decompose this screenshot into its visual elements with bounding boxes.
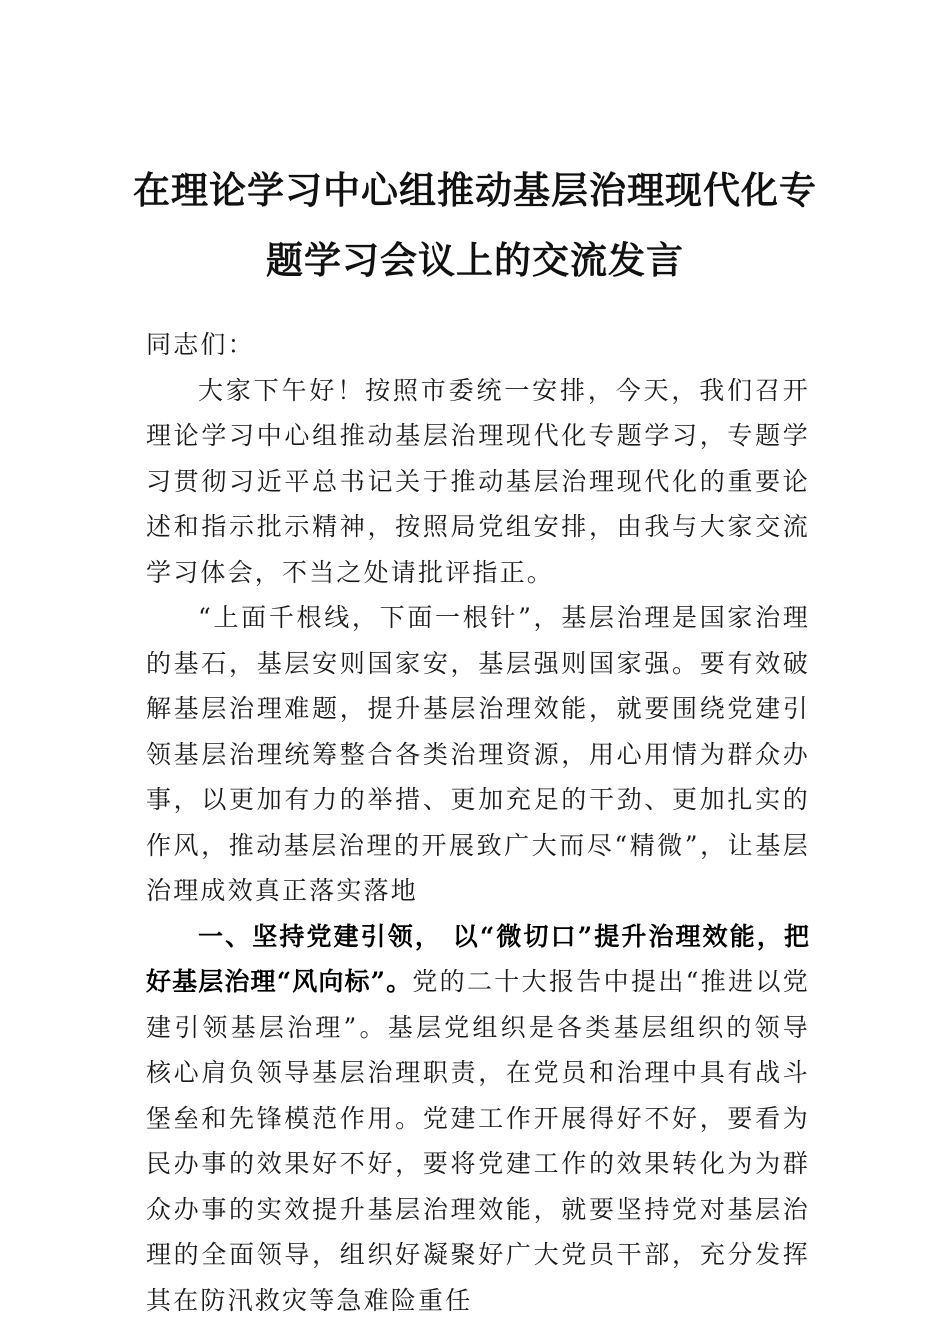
section-1-heading: 一、坚持党建引领， 以“微切口”提升治理效能，把好基层治理“风向标”。	[146, 921, 810, 996]
document-title-line-2: 题学习会议上的交流发言	[266, 238, 684, 282]
paragraph-1: 大家下午好！按照市委统一安排，今天，我们召开理论学习中心组推动基层治理现代化专题学习，专题学习贯彻习近平总书记关于推动基层治理现代化的重要论述和指示批示精神，按照局党组安排，由我与大家交流学习体会，不当之处请批评指正。	[146, 375, 810, 587]
document-title-line-1: 在理论学习中心组推动基层治理现代化专	[133, 168, 817, 212]
salutation: 同志们：	[146, 330, 255, 359]
section-1-paragraph	[146, 914, 810, 1324]
paragraph-2: “上面千根线，下面一根针”，基层治理是国家治理的基石，基层安则国家安，基层强则国家强。要有效破解基层治理难题，提升基层治理效能，就要围绕党建引领基层治理统筹整合各类治理资源，用心用情为群众办事，以更加有力的举措、更加充足的干劲、更加扎实的作风，推动基层治理的开展致广大而尽“精微”，让基层治理成效真正落实落地	[146, 603, 810, 905]
section-1-text: 党的二十大报告中提出“推进以党建引领基层治理”。基层党组织是各类基层组织的领导核心肩负领导基层治理职责，在党员和治理中具有战斗堡垒和先锋模范作用。党建工作开展得好不好，要看为民办事的效果好不好，要将党建工作的效果转化为为群众办事的实效提升基层治理效能，就要坚持党对基层治理的全面领导，组织好凝聚好广大党员干部，充分发挥其在防汛救灾等急难险重任	[146, 967, 810, 1315]
document-body	[146, 322, 810, 1323]
